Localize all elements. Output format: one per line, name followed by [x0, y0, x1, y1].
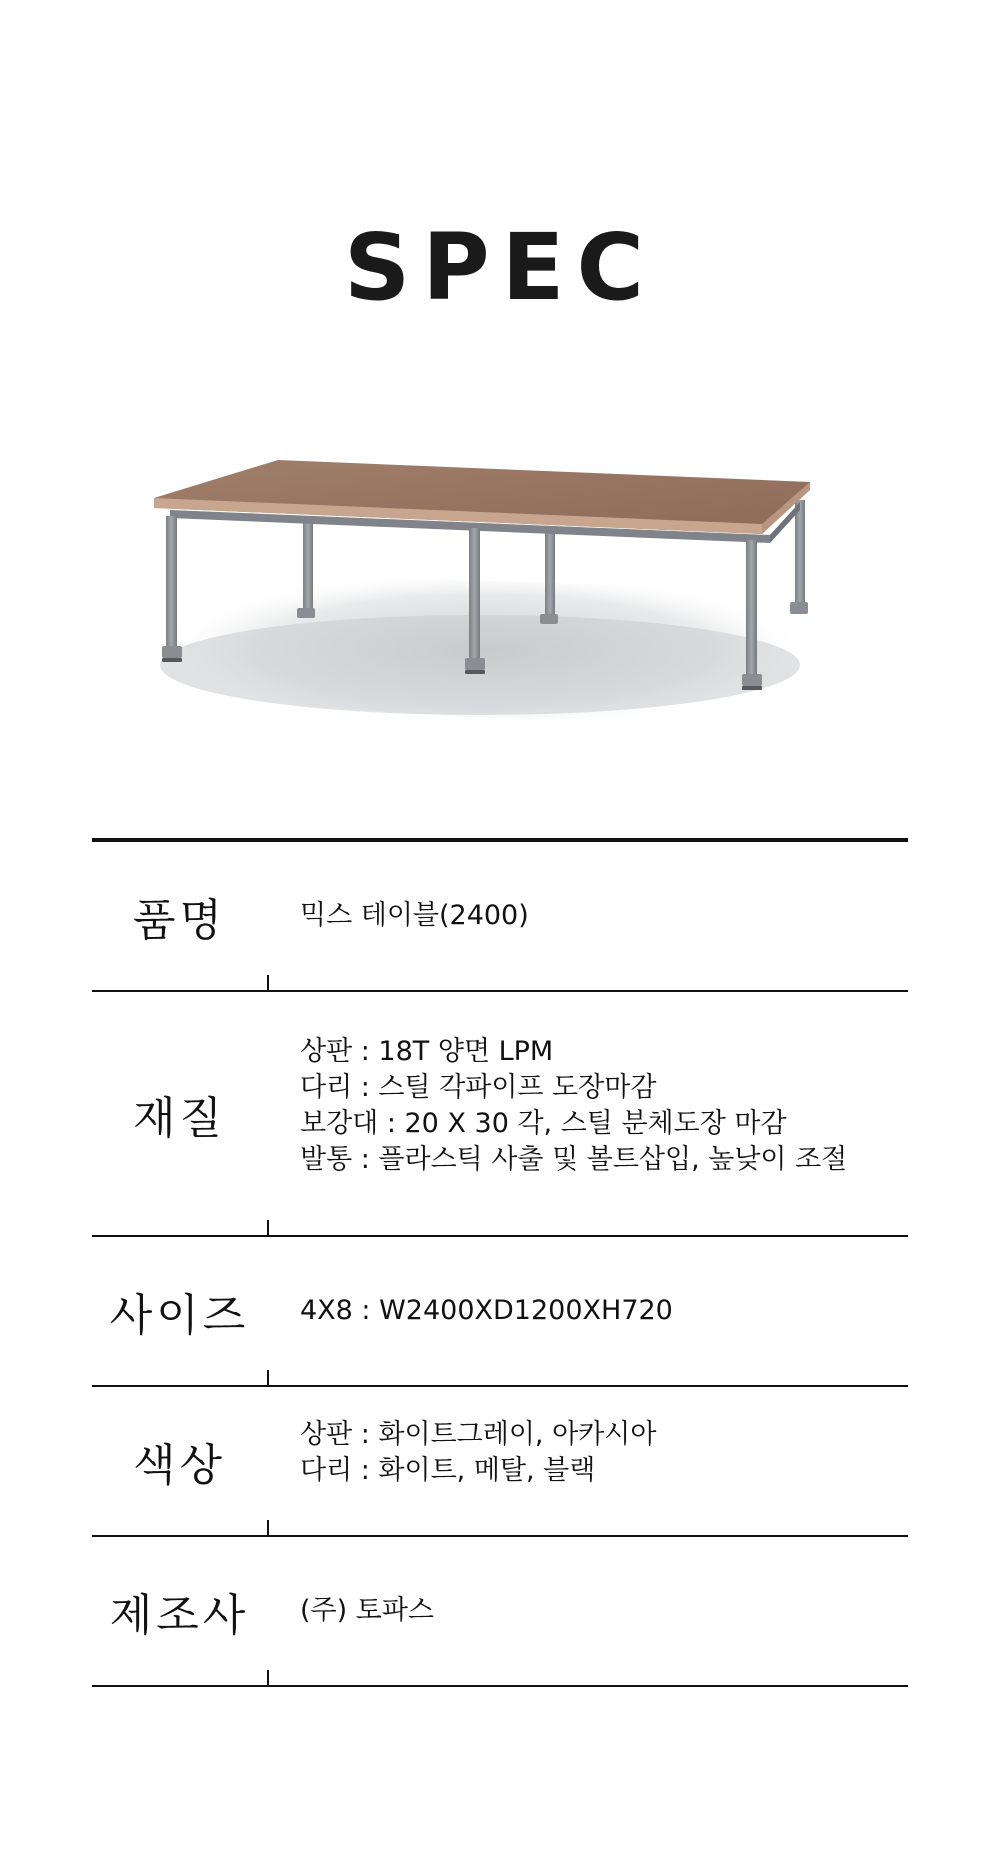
table-illustration-icon: [150, 440, 850, 740]
product-image: [150, 440, 850, 740]
spec-value: 보강대 : 20 X 30 각, 스틸 분체도장 마감: [300, 1107, 787, 1139]
spec-row-material: [92, 992, 908, 1237]
spec-row-color: [92, 1387, 908, 1537]
spec-value: 상판 : 18T 양면 LPM: [300, 1035, 554, 1067]
page-title: SPEC: [343, 214, 657, 321]
spec-values: [300, 842, 908, 990]
spec-table: [92, 838, 908, 1687]
spec-values: [300, 1379, 908, 1527]
spec-label: 제조사: [109, 1590, 250, 1641]
spec-value: 다리 : 스틸 각파이프 도장마감: [300, 1071, 657, 1103]
spec-label: 재질: [132, 1092, 226, 1144]
spec-values: [300, 1537, 908, 1685]
spec-values: [300, 984, 908, 1227]
spec-values: [300, 1237, 908, 1385]
spec-label: 색상: [132, 1440, 226, 1491]
spec-value: 믹스 테이블(2400): [300, 900, 529, 931]
spec-value: 발통 : 플라스틱 사출 및 볼트삽입, 높낮이 조절: [300, 1143, 848, 1175]
spec-label: 품명: [132, 895, 226, 946]
spec-label: 사이즈: [109, 1290, 250, 1341]
spec-value: 상판 : 화이트그레이, 아카시아: [300, 1419, 657, 1450]
spec-value: (주) 토파스: [300, 1595, 434, 1626]
spec-row-size: [92, 1237, 908, 1387]
spec-row-product-name: [92, 842, 908, 992]
spec-value: 다리 : 화이트, 메탈, 블랙: [300, 1455, 596, 1486]
spec-row-manufacturer: [92, 1537, 908, 1687]
spec-value: 4X8 : W2400XD1200XH720: [300, 1295, 673, 1326]
